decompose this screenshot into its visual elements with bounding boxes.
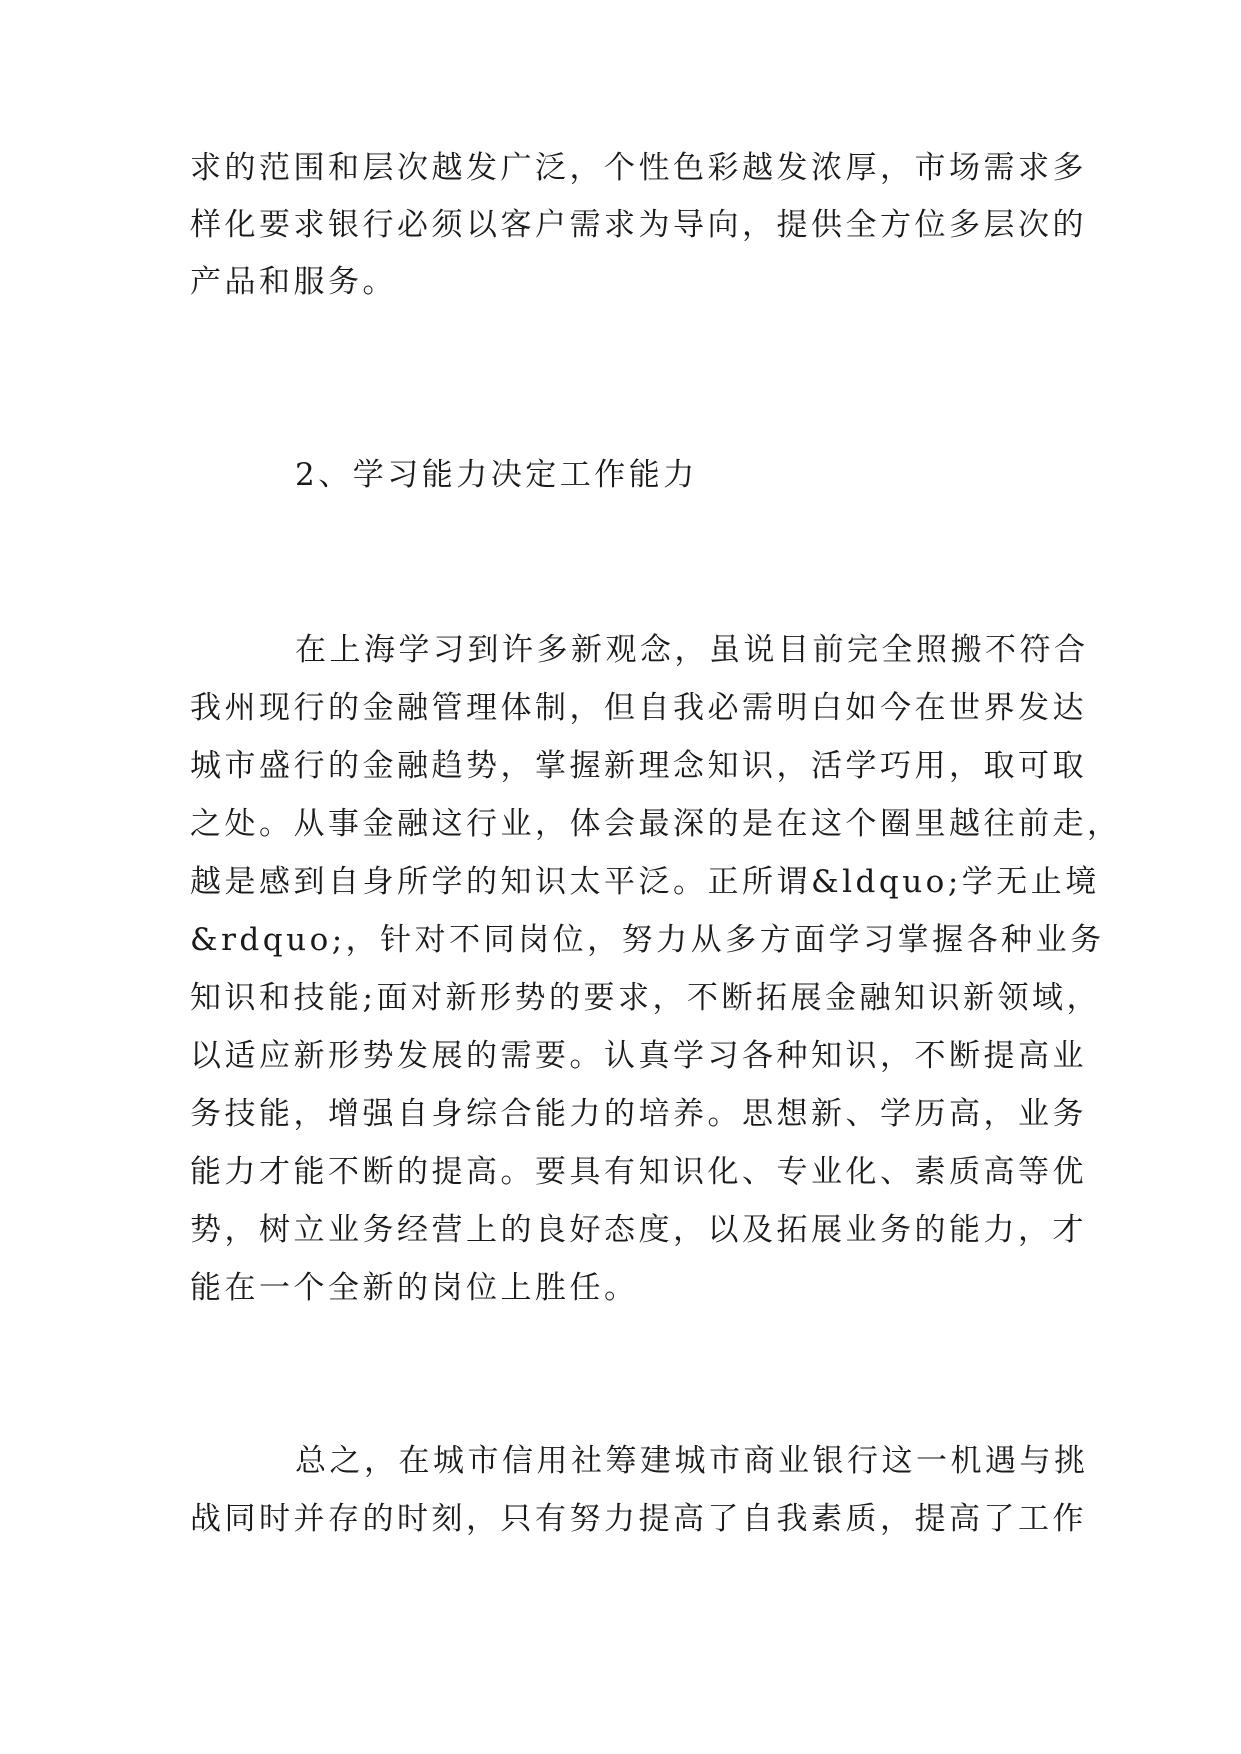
paragraph-line: 知识和技能;面对新形势的要求，不断拓展金融知识新领域，	[190, 980, 1101, 1016]
paragraph-line: 我州现行的金融管理体制，但自我必需明白如今在世界发达	[190, 690, 1087, 726]
section-heading: 2、学习能力决定工作能力	[295, 457, 698, 493]
paragraph-line: 总之，在城市信用社筹建城市商业银行这一机遇与挑	[295, 1443, 1089, 1479]
paragraph-line: 在上海学习到许多新观念，虽说目前完全照搬不符合	[295, 632, 1089, 668]
paragraph-line: 之处。从事金融这行业，体会最深的是在这个圈里越往前走，	[190, 806, 1122, 842]
paragraph-line: 势，树立业务经营上的良好态度，以及拓展业务的能力，才	[190, 1212, 1087, 1248]
paragraph-line: 产品和服务。	[190, 264, 397, 300]
paragraph-line: 越是感到自身所学的知识太平泛。正所谓&ldquo;学无止境	[190, 864, 1100, 900]
paragraph-line: 战同时并存的时刻，只有努力提高了自我素质，提高了工作	[190, 1501, 1087, 1537]
paragraph-line: 能力才能不断的提高。要具有知识化、专业化、素质高等优	[190, 1154, 1087, 1190]
paragraph-line: 求的范围和层次越发广泛，个性色彩越发浓厚，市场需求多	[190, 150, 1087, 186]
paragraph-line: 务技能，增强自身综合能力的培养。思想新、学历高，业务	[190, 1096, 1087, 1132]
paragraph-line: 能在一个全新的岗位上胜任。	[190, 1270, 639, 1306]
paragraph-line: 样化要求银行必须以客户需求为导向，提供全方位多层次的	[190, 207, 1087, 243]
paragraph-line: &rdquo;，针对不同岗位，努力从多方面学习掌握各种业务	[190, 922, 1105, 958]
paragraph-line: 城市盛行的金融趋势，掌握新理念知识，活学巧用，取可取	[190, 748, 1087, 784]
paragraph-line: 以适应新形势发展的需要。认真学习各种知识，不断提高业	[190, 1038, 1087, 1074]
